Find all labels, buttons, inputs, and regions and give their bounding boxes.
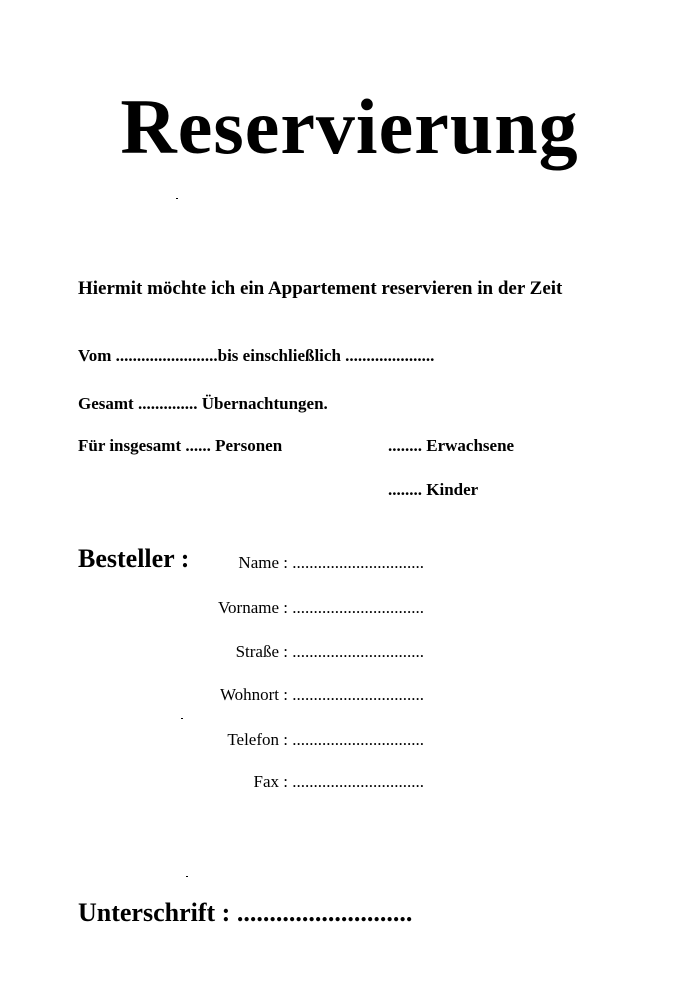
scan-speck [176, 198, 178, 199]
phone-field [200, 730, 424, 750]
name-dots: ............................... [292, 553, 424, 572]
orderer-heading: Besteller : [78, 544, 190, 573]
street-label: Straße : [235, 642, 288, 661]
name-label: Name : [238, 553, 288, 572]
intro-text: Hiermit möchte ich ein Appartement reservieren in der Zeit [78, 278, 563, 299]
street-field [200, 642, 424, 662]
city-field [200, 685, 424, 705]
page-title: Reservierung [120, 83, 579, 170]
fax-field [200, 772, 424, 792]
fax-label: Fax : [253, 772, 288, 791]
phone-dots: ............................... [292, 730, 424, 749]
city-dots: ............................... [292, 685, 424, 704]
firstname-dots: ............................... [292, 598, 424, 617]
date-range-line: Vom ........................bis einschließlich ..................... [78, 346, 435, 365]
adults-line: ........ Erwachsene [388, 436, 515, 455]
children-line: ........ Kinder [388, 480, 479, 499]
firstname-field [200, 598, 424, 618]
phone-label: Telefon : [227, 730, 288, 749]
scan-speck [186, 876, 188, 877]
name-field [200, 553, 424, 573]
scan-speck [181, 718, 183, 719]
persons-line: Für insgesamt ...... Personen [78, 436, 283, 455]
signature-line: Unterschrift : ........................... [78, 898, 413, 927]
street-dots: ............................... [292, 642, 424, 661]
nights-line: Gesamt .............. Übernachtungen. [78, 394, 328, 413]
fax-dots: ............................... [292, 772, 424, 791]
city-label: Wohnort : [219, 685, 288, 704]
firstname-label: Vorname : [217, 598, 288, 617]
